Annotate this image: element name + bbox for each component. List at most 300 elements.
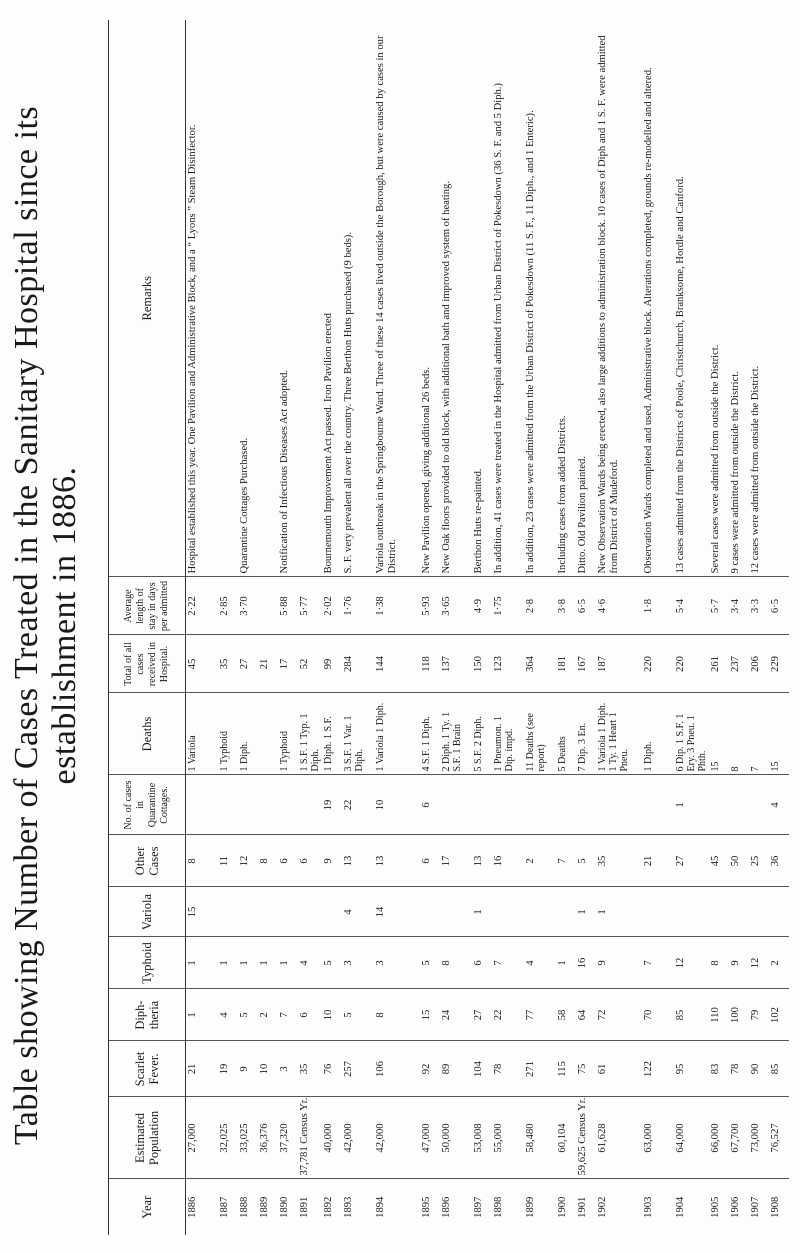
total-cell: 220 xyxy=(642,635,674,693)
average-stay-cell: 6·5 xyxy=(576,577,596,635)
variola-cell xyxy=(674,887,709,937)
diphtheria-cell: 70 xyxy=(642,989,674,1041)
header-average-stay: Average length of stay in days per admitted xyxy=(109,577,186,635)
year-cell: 1896 xyxy=(441,1196,452,1218)
population-cell: 50,000 xyxy=(440,1097,472,1179)
header-quarantine: No. of cases in Quarantine Cottages. xyxy=(109,775,186,835)
typhoid-cell: 1 xyxy=(238,937,258,989)
total-cell: 21 xyxy=(258,635,278,693)
scarlet-fever-cell: 35 xyxy=(298,1041,322,1097)
table-row xyxy=(420,20,440,1235)
average-stay-cell: 1·75 xyxy=(492,577,524,635)
diphtheria-cell: 72 xyxy=(596,989,642,1041)
remarks-cell xyxy=(769,20,789,577)
variola-cell: 1 xyxy=(596,887,642,937)
quarantine-cell xyxy=(298,775,322,835)
table-title-continued: establishment in 1886. xyxy=(46,466,83,785)
scarlet-fever-cell: 122 xyxy=(642,1041,674,1097)
scarlet-fever-cell: 19 xyxy=(218,1041,238,1097)
table-row xyxy=(218,20,238,1235)
other-cases-cell: 36 xyxy=(769,835,789,887)
population-cell: 66,000 xyxy=(709,1097,729,1179)
average-stay-cell: 2·22 xyxy=(186,577,219,635)
deaths-cell: 1 Typhoid xyxy=(278,693,298,775)
quarantine-cell: 6 xyxy=(420,775,440,835)
deaths-cell: 15 xyxy=(709,693,729,775)
year-cell: 1897 xyxy=(473,1196,484,1218)
typhoid-cell: 1 xyxy=(556,937,576,989)
remarks-cell: Several cases were admitted from outside the District. xyxy=(709,20,729,577)
remarks-cell: 13 cases admitted from the Districts of Poole, Christchurch, Branksome, Hordle and Canford. xyxy=(674,20,709,577)
total-cell: 284 xyxy=(342,635,374,693)
scarlet-fever-cell: 92 xyxy=(420,1041,440,1097)
table-row xyxy=(576,20,596,1235)
quarantine-cell xyxy=(576,775,596,835)
total-cell: 27 xyxy=(238,635,258,693)
population-cell: 60,104 xyxy=(556,1097,576,1179)
header-population: Estimated Population xyxy=(109,1097,186,1179)
year-cell: 1902 xyxy=(597,1196,608,1218)
diphtheria-cell: 15 xyxy=(420,989,440,1041)
diphtheria-cell: 6 xyxy=(298,989,322,1041)
average-stay-cell: 1·8 xyxy=(642,577,674,635)
variola-cell xyxy=(238,887,258,937)
average-stay-cell: 1·38 xyxy=(374,577,420,635)
variola-cell xyxy=(258,887,278,937)
deaths-cell: 4 S.F. 1 Diph. xyxy=(420,693,440,775)
diphtheria-cell: 5 xyxy=(342,989,374,1041)
population-cell: 53,008 xyxy=(472,1097,492,1179)
year-cell: 1899 xyxy=(525,1196,536,1218)
deaths-cell: 5 S.F. 2 Diph. xyxy=(472,693,492,775)
scarlet-fever-cell: 85 xyxy=(769,1041,789,1097)
other-cases-cell: 27 xyxy=(674,835,709,887)
deaths-cell: 11 Deaths (see report) xyxy=(524,693,556,775)
table-row xyxy=(186,20,219,1235)
diphtheria-cell: 110 xyxy=(709,989,729,1041)
diphtheria-cell: 64 xyxy=(576,989,596,1041)
year-cell: 1904 xyxy=(675,1196,686,1218)
scarlet-fever-cell: 89 xyxy=(440,1041,472,1097)
population-cell: 40,000 xyxy=(322,1097,342,1179)
deaths-cell: 1 Pneumon. 1 Dip. impd. xyxy=(492,693,524,775)
quarantine-cell xyxy=(238,775,258,835)
diphtheria-cell: 2 xyxy=(258,989,278,1041)
remarks-cell: In addition, 23 cases were admitted from the Urban District of Pokesdown (11 S. F., 11 Diph., and 1 Enteric). xyxy=(524,20,556,577)
header-total: Total of all cases received in Hospital. xyxy=(109,635,186,693)
deaths-cell: 1 Diph. xyxy=(238,693,258,775)
population-cell: 42,000 xyxy=(342,1097,374,1179)
table-row xyxy=(642,20,674,1235)
remarks-cell: Observation Wards completed and used. Administrative block. Alterations completed, grounds re-modelled and altered. xyxy=(642,20,674,577)
quarantine-cell xyxy=(218,775,238,835)
year-cell: 1907 xyxy=(750,1196,761,1218)
total-cell: 35 xyxy=(218,635,238,693)
typhoid-cell: 16 xyxy=(576,937,596,989)
table-row xyxy=(524,20,556,1235)
remarks-cell: In addition, 41 cases were treated in the Hospital admitted from Urban District of Pokesdown (36 S. F. and 5 Diph.) xyxy=(492,20,524,577)
variola-cell xyxy=(322,887,342,937)
population-cell: 59,625 Census Yr. xyxy=(576,1097,596,1179)
total-cell: 118 xyxy=(420,635,440,693)
table-row xyxy=(729,20,749,1235)
population-cell: 27,000 xyxy=(186,1097,219,1179)
remarks-cell: Notification of Infectious Diseases Act adopted. xyxy=(278,20,298,577)
population-cell: 76,527 xyxy=(769,1097,789,1179)
quarantine-cell xyxy=(709,775,729,835)
total-cell: 52 xyxy=(298,635,322,693)
header-other-cases: Other Cases xyxy=(109,835,186,887)
deaths-cell: 1 Variola 1 Diph. 1 Ty. 1 Heart 1 Pneu. xyxy=(596,693,642,775)
remarks-cell: Variola outbreak in the Springbourne Ward. Three of these 14 cases lived outside the Borough, but were caused by cases in our District. xyxy=(374,20,420,577)
deaths-cell: 5 Deaths xyxy=(556,693,576,775)
quarantine-cell xyxy=(596,775,642,835)
average-stay-cell: 3·65 xyxy=(440,577,472,635)
average-stay-cell: 5·77 xyxy=(298,577,322,635)
typhoid-cell: 4 xyxy=(298,937,322,989)
average-stay-cell: 2·85 xyxy=(218,577,238,635)
total-cell: 17 xyxy=(278,635,298,693)
other-cases-cell: 6 xyxy=(298,835,322,887)
year-cell: 1891 xyxy=(299,1196,310,1218)
typhoid-cell: 8 xyxy=(440,937,472,989)
total-cell: 206 xyxy=(749,635,769,693)
population-cell: 63,000 xyxy=(642,1097,674,1179)
year-cell: 1898 xyxy=(493,1196,504,1218)
typhoid-cell: 7 xyxy=(492,937,524,989)
population-cell: 55,000 xyxy=(492,1097,524,1179)
scarlet-fever-cell: 76 xyxy=(322,1041,342,1097)
variola-cell: 14 xyxy=(374,887,420,937)
remarks-cell: S. F. very prevalent all over the country. Three Berthon Huts purchased (9 beds). xyxy=(342,20,374,577)
total-cell: 181 xyxy=(556,635,576,693)
table-row xyxy=(596,20,642,1235)
header-deaths: Deaths xyxy=(109,693,186,775)
diphtheria-cell: 22 xyxy=(492,989,524,1041)
deaths-cell: 8 xyxy=(729,693,749,775)
typhoid-cell: 5 xyxy=(420,937,440,989)
average-stay-cell: 5·4 xyxy=(674,577,709,635)
cases-table xyxy=(108,20,789,1235)
average-stay-cell: 3·4 xyxy=(729,577,749,635)
other-cases-cell: 35 xyxy=(596,835,642,887)
table-row xyxy=(440,20,472,1235)
header-variola: Variola xyxy=(109,887,186,937)
scarlet-fever-cell: 104 xyxy=(472,1041,492,1097)
diphtheria-cell: 5 xyxy=(238,989,258,1041)
deaths-cell: 1 Variola xyxy=(186,693,219,775)
scarlet-fever-cell: 21 xyxy=(186,1041,219,1097)
deaths-cell: 1 Diph. xyxy=(642,693,674,775)
quarantine-cell xyxy=(642,775,674,835)
year-cell: 1887 xyxy=(219,1196,230,1218)
year-cell: 1892 xyxy=(323,1196,334,1218)
quarantine-cell xyxy=(472,775,492,835)
population-cell: 37,781 Census Yr. xyxy=(298,1097,322,1179)
other-cases-cell: 50 xyxy=(729,835,749,887)
total-cell: 261 xyxy=(709,635,729,693)
year-cell: 1900 xyxy=(557,1196,568,1218)
variola-cell xyxy=(278,887,298,937)
quarantine-cell xyxy=(440,775,472,835)
typhoid-cell: 5 xyxy=(322,937,342,989)
table-body xyxy=(186,20,790,1235)
scarlet-fever-cell: 3 xyxy=(278,1041,298,1097)
quarantine-cell xyxy=(492,775,524,835)
table-row xyxy=(298,20,322,1235)
quarantine-cell: 19 xyxy=(322,775,342,835)
year-cell: 1905 xyxy=(710,1196,721,1218)
quarantine-cell xyxy=(729,775,749,835)
table-row xyxy=(342,20,374,1235)
variola-cell xyxy=(729,887,749,937)
deaths-cell: 6 Dip. 1 S.F. 1 Ery. 3 Pneu. 1 Phth. xyxy=(674,693,709,775)
remarks-cell xyxy=(298,20,322,577)
other-cases-cell: 8 xyxy=(258,835,278,887)
table-row xyxy=(709,20,729,1235)
quarantine-cell xyxy=(278,775,298,835)
other-cases-cell: 13 xyxy=(342,835,374,887)
average-stay-cell: 1·76 xyxy=(342,577,374,635)
average-stay-cell: 2·02 xyxy=(322,577,342,635)
other-cases-cell: 5 xyxy=(576,835,596,887)
average-stay-cell: 6·5 xyxy=(769,577,789,635)
other-cases-cell: 13 xyxy=(472,835,492,887)
deaths-cell: 7 Dip. 3 En. xyxy=(576,693,596,775)
variola-cell xyxy=(440,887,472,937)
table-row xyxy=(258,20,278,1235)
other-cases-cell: 45 xyxy=(709,835,729,887)
typhoid-cell: 1 xyxy=(258,937,278,989)
diphtheria-cell: 79 xyxy=(749,989,769,1041)
deaths-cell: 2 Diph. 1 Ty. 1 S.F. 1 Brain xyxy=(440,693,472,775)
average-stay-cell: 4·6 xyxy=(596,577,642,635)
table-row xyxy=(472,20,492,1235)
year-cell: 1895 xyxy=(421,1196,432,1218)
variola-cell xyxy=(642,887,674,937)
table-row xyxy=(322,20,342,1235)
year-cell: 1886 xyxy=(187,1196,198,1218)
variola-cell xyxy=(420,887,440,937)
deaths-cell: 1 Variola 1 Diph. xyxy=(374,693,420,775)
diphtheria-cell: 8 xyxy=(374,989,420,1041)
scarlet-fever-cell: 95 xyxy=(674,1041,709,1097)
total-cell: 229 xyxy=(769,635,789,693)
population-cell: 33,025 xyxy=(238,1097,258,1179)
other-cases-cell: 6 xyxy=(420,835,440,887)
quarantine-cell xyxy=(186,775,219,835)
typhoid-cell: 12 xyxy=(674,937,709,989)
total-cell: 187 xyxy=(596,635,642,693)
year-cell: 1906 xyxy=(730,1196,741,1218)
population-cell: 37,320 xyxy=(278,1097,298,1179)
scarlet-fever-cell: 115 xyxy=(556,1041,576,1097)
typhoid-cell: 12 xyxy=(749,937,769,989)
total-cell: 137 xyxy=(440,635,472,693)
variola-cell xyxy=(524,887,556,937)
variola-cell: 1 xyxy=(472,887,492,937)
quarantine-cell: 22 xyxy=(342,775,374,835)
diphtheria-cell: 1 xyxy=(186,989,219,1041)
total-cell: 220 xyxy=(674,635,709,693)
scarlet-fever-cell: 9 xyxy=(238,1041,258,1097)
average-stay-cell xyxy=(258,577,278,635)
average-stay-cell: 5·93 xyxy=(420,577,440,635)
year-cell: 1908 xyxy=(770,1196,781,1218)
remarks-cell: Ditto. Old Pavilion painted. xyxy=(576,20,596,577)
other-cases-cell: 9 xyxy=(322,835,342,887)
variola-cell: 4 xyxy=(342,887,374,937)
variola-cell xyxy=(218,887,238,937)
year-cell: 1893 xyxy=(343,1196,354,1218)
other-cases-cell: 7 xyxy=(556,835,576,887)
header-typhoid: Typhoid xyxy=(109,937,186,989)
total-cell: 150 xyxy=(472,635,492,693)
variola-cell xyxy=(709,887,729,937)
year-cell: 1901 xyxy=(577,1196,588,1218)
total-cell: 144 xyxy=(374,635,420,693)
remarks-cell: 9 cases were admitted from outside the District. xyxy=(729,20,749,577)
year-cell: 1890 xyxy=(279,1196,290,1218)
average-stay-cell: 3·3 xyxy=(749,577,769,635)
table-row xyxy=(556,20,576,1235)
diphtheria-cell: 100 xyxy=(729,989,749,1041)
diphtheria-cell: 58 xyxy=(556,989,576,1041)
deaths-cell xyxy=(258,693,278,775)
scarlet-fever-cell: 257 xyxy=(342,1041,374,1097)
typhoid-cell: 3 xyxy=(374,937,420,989)
typhoid-cell: 2 xyxy=(769,937,789,989)
quarantine-cell xyxy=(258,775,278,835)
header-row xyxy=(109,20,186,1235)
scarlet-fever-cell: 271 xyxy=(524,1041,556,1097)
average-stay-cell: 5·88 xyxy=(278,577,298,635)
remarks-cell: New Observation Wards being erected, also large additions to administration block. 10 cases of Diph and 1 S. F. were admitted from District of Mudeford. xyxy=(596,20,642,577)
variola-cell: 1 xyxy=(576,887,596,937)
deaths-cell: 1 Diph. 1 S.F. xyxy=(322,693,342,775)
other-cases-cell: 16 xyxy=(492,835,524,887)
total-cell: 364 xyxy=(524,635,556,693)
diphtheria-cell: 24 xyxy=(440,989,472,1041)
diphtheria-cell: 102 xyxy=(769,989,789,1041)
average-stay-cell: 3·8 xyxy=(556,577,576,635)
other-cases-cell: 21 xyxy=(642,835,674,887)
deaths-cell: 3 S.F. 1 Var. 1 Diph. xyxy=(342,693,374,775)
typhoid-cell: 3 xyxy=(342,937,374,989)
quarantine-cell xyxy=(556,775,576,835)
population-cell: 67,700 xyxy=(729,1097,749,1179)
header-remarks: Remarks xyxy=(109,20,186,577)
scarlet-fever-cell: 78 xyxy=(729,1041,749,1097)
diphtheria-cell: 27 xyxy=(472,989,492,1041)
remarks-cell: New Pavilion opened, giving additional 26 beds. xyxy=(420,20,440,577)
other-cases-cell: 12 xyxy=(238,835,258,887)
remarks-cell: Including cases from added Districts. xyxy=(556,20,576,577)
variola-cell xyxy=(749,887,769,937)
year-cell: 1903 xyxy=(643,1196,654,1218)
other-cases-cell: 6 xyxy=(278,835,298,887)
other-cases-cell: 11 xyxy=(218,835,238,887)
deaths-cell: 15 xyxy=(769,693,789,775)
total-cell: 99 xyxy=(322,635,342,693)
quarantine-cell xyxy=(524,775,556,835)
typhoid-cell: 8 xyxy=(709,937,729,989)
variola-cell xyxy=(769,887,789,937)
typhoid-cell: 7 xyxy=(642,937,674,989)
average-stay-cell: 5·7 xyxy=(709,577,729,635)
population-cell: 73,000 xyxy=(749,1097,769,1179)
population-cell: 32,025 xyxy=(218,1097,238,1179)
table-row xyxy=(769,20,789,1235)
average-stay-cell: 3·70 xyxy=(238,577,258,635)
typhoid-cell: 6 xyxy=(472,937,492,989)
population-cell: 42,000 xyxy=(374,1097,420,1179)
scarlet-fever-cell: 83 xyxy=(709,1041,729,1097)
table-row xyxy=(278,20,298,1235)
variola-cell xyxy=(556,887,576,937)
population-cell: 47,000 xyxy=(420,1097,440,1179)
variola-cell xyxy=(492,887,524,937)
table-row xyxy=(238,20,258,1235)
other-cases-cell: 13 xyxy=(374,835,420,887)
quarantine-cell: 4 xyxy=(769,775,789,835)
remarks-cell xyxy=(218,20,238,577)
typhoid-cell: 9 xyxy=(596,937,642,989)
header-year: Year xyxy=(109,1179,186,1235)
remarks-cell: Quarantine Cottages Purchased. xyxy=(238,20,258,577)
diphtheria-cell: 85 xyxy=(674,989,709,1041)
total-cell: 167 xyxy=(576,635,596,693)
scarlet-fever-cell: 106 xyxy=(374,1041,420,1097)
other-cases-cell: 17 xyxy=(440,835,472,887)
deaths-cell: 7 xyxy=(749,693,769,775)
scarlet-fever-cell: 10 xyxy=(258,1041,278,1097)
diphtheria-cell: 10 xyxy=(322,989,342,1041)
header-diphtheria: Diph-theria xyxy=(109,989,186,1041)
remarks-cell: Berthon Huts re-painted. xyxy=(472,20,492,577)
diphtheria-cell: 7 xyxy=(278,989,298,1041)
variola-cell: 15 xyxy=(186,887,219,937)
typhoid-cell: 4 xyxy=(524,937,556,989)
population-cell: 36,376 xyxy=(258,1097,278,1179)
other-cases-cell: 2 xyxy=(524,835,556,887)
remarks-cell xyxy=(258,20,278,577)
year-cell: 1888 xyxy=(239,1196,250,1218)
average-stay-cell: 2·8 xyxy=(524,577,556,635)
population-cell: 61,628 xyxy=(596,1097,642,1179)
typhoid-cell: 1 xyxy=(186,937,219,989)
scarlet-fever-cell: 61 xyxy=(596,1041,642,1097)
table-title: Table showing Number of Cases Treated in the Sanitary Hospital since its xyxy=(8,105,45,1146)
quarantine-cell: 1 xyxy=(674,775,709,835)
typhoid-cell: 9 xyxy=(729,937,749,989)
header-scarlet-fever: Scarlet Fever. xyxy=(109,1041,186,1097)
deaths-cell: 1 S.F. 1 Typ. 1 Diph. xyxy=(298,693,322,775)
average-stay-cell: 4·9 xyxy=(472,577,492,635)
table-row xyxy=(674,20,709,1235)
quarantine-cell xyxy=(749,775,769,835)
year-cell: 1894 xyxy=(375,1196,386,1218)
other-cases-cell: 25 xyxy=(749,835,769,887)
deaths-cell: 1 Typhoid xyxy=(218,693,238,775)
table-row xyxy=(749,20,769,1235)
table-row xyxy=(374,20,420,1235)
quarantine-cell: 10 xyxy=(374,775,420,835)
remarks-cell: 12 cases were admitted from outside the District. xyxy=(749,20,769,577)
scarlet-fever-cell: 78 xyxy=(492,1041,524,1097)
other-cases-cell: 8 xyxy=(186,835,219,887)
typhoid-cell: 1 xyxy=(218,937,238,989)
